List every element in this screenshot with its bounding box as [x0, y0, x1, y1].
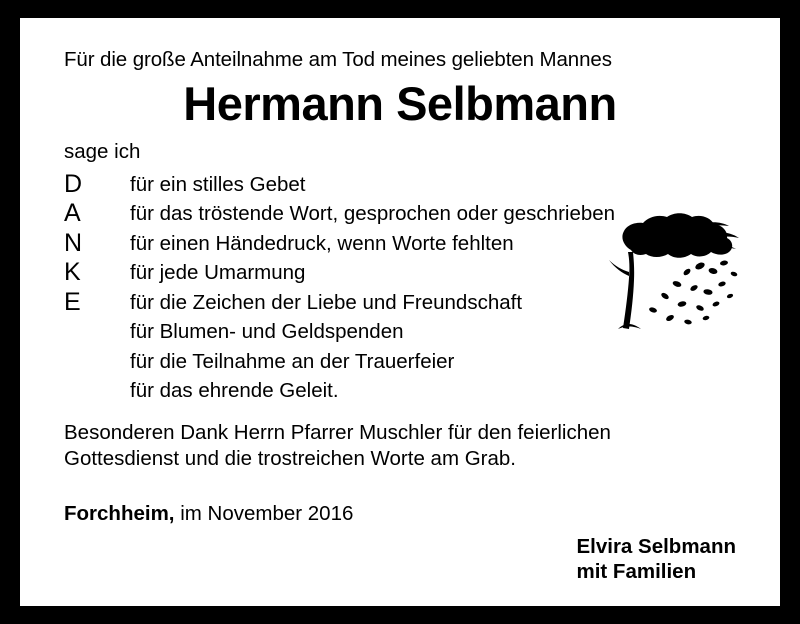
thanks-line: für jede Umarmung [130, 261, 306, 285]
danke-letter: K [64, 258, 82, 287]
thanks-line: für ein stilles Gebet [130, 172, 306, 196]
thanks-line: für das tröstende Wort, gesprochen oder geschrieben [130, 202, 616, 226]
thanks-line: für das ehrende Geleit. [130, 379, 339, 403]
closing-line-2: Gottesdienst und die trostreichen Worte am Grab. [64, 446, 516, 470]
danke-letter: N [64, 228, 83, 257]
thanks-list [130, 170, 736, 406]
signature-line-1: Elvira Selbmann [576, 535, 736, 558]
thanks-line: für die Zeichen der Liebe und Freundschaft [130, 290, 523, 314]
closing-text [64, 420, 736, 472]
notice-inner [20, 18, 780, 606]
sage-text: sage ich [64, 139, 141, 163]
closing-line-1: Besonderen Dank Herrn Pfarrer Muschler für den feierlichen [64, 420, 611, 444]
thanks-line: für Blumen- und Geldspenden [130, 320, 404, 344]
date-text: im November 2016 [174, 501, 354, 525]
place-text: Forchheim, [64, 501, 175, 525]
intro-text: Für die große Anteilnahme am Tod meines geliebten Mannes [64, 48, 612, 71]
danke-letter: A [64, 199, 82, 228]
thanks-line: für einen Händedruck, wenn Worte fehlten [130, 231, 514, 255]
place-date-line [64, 502, 736, 526]
signature-line-2: mit Familien [576, 560, 697, 583]
thanks-line: für die Teilnahme an der Trauerfeier [130, 349, 455, 373]
deceased-name: Hermann Selbmann [183, 77, 617, 130]
danke-acrostic [64, 170, 130, 318]
signature-block [576, 534, 736, 584]
danke-letter: D [64, 169, 83, 198]
danke-letter: E [64, 287, 82, 316]
danke-block [64, 170, 736, 406]
